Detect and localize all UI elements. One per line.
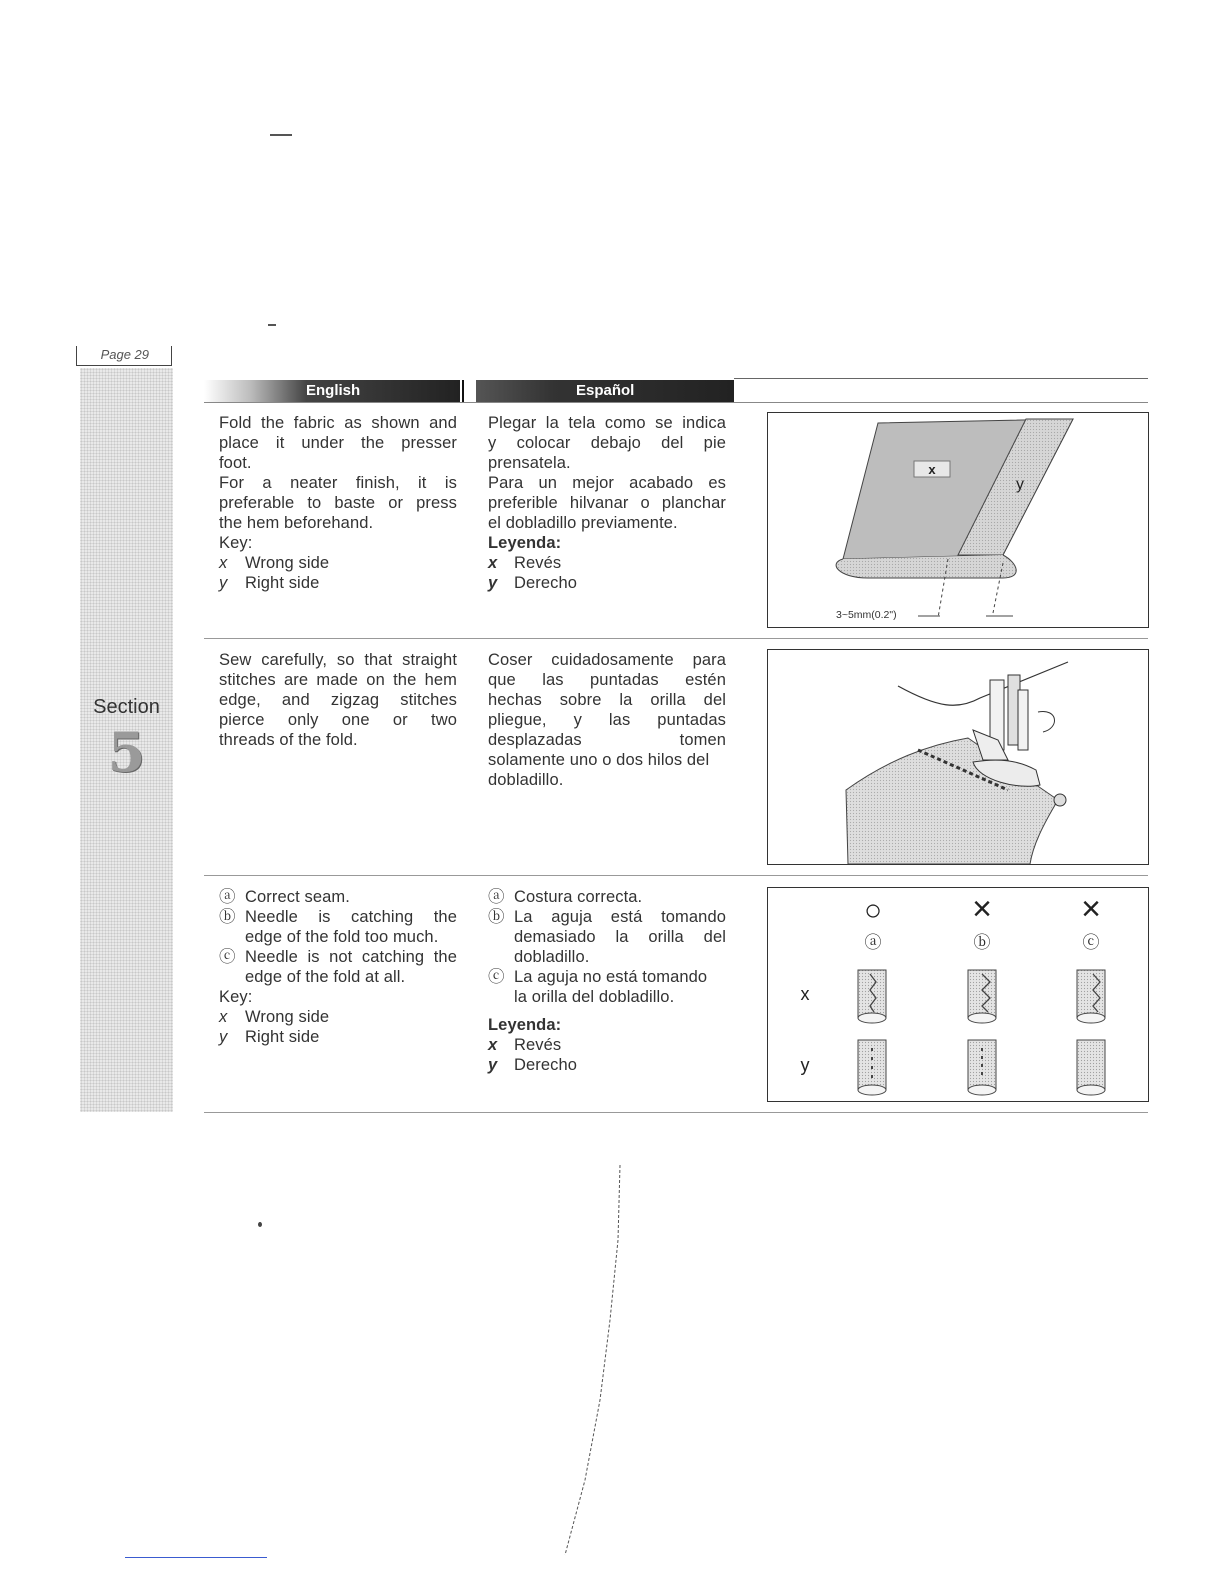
text-line: place it under the presser xyxy=(219,434,457,452)
text-line: threads of the fold. xyxy=(219,731,358,749)
text-line: preferible hilvanar o planchar xyxy=(488,494,726,512)
row2-english xyxy=(219,650,457,750)
key-value: Revés xyxy=(514,554,562,572)
row2-spanish xyxy=(488,650,726,790)
text-line: Fold the fabric as shown and xyxy=(219,414,457,432)
row-label-x: x xyxy=(800,984,810,1004)
key-item xyxy=(219,553,457,573)
text-line: edge of the fold too much. xyxy=(245,928,439,946)
key-item xyxy=(488,1055,726,1075)
key-title: Leyenda: xyxy=(488,534,562,552)
wrong-mark: × xyxy=(1081,890,1101,928)
key-value: Right side xyxy=(245,1028,320,1046)
text-line: the hem beforehand. xyxy=(219,514,374,532)
label-y: y xyxy=(1016,476,1024,493)
presser-foot-illustration xyxy=(768,650,1148,864)
scan-mark xyxy=(270,134,292,136)
scan-line xyxy=(560,1160,630,1560)
circled-letter: ⓐ xyxy=(488,888,505,906)
text-line: que las puntadas estén xyxy=(488,671,726,689)
tab-spanish xyxy=(476,380,734,402)
header-rule xyxy=(734,378,1148,379)
circled-letter: ⓑ xyxy=(973,933,991,952)
key-title: Leyenda: xyxy=(488,1016,562,1034)
circled-letter: ⓐ xyxy=(864,933,882,952)
section-label: Section xyxy=(93,696,160,718)
seam-item-a xyxy=(219,887,457,907)
key-value: Derecho xyxy=(514,1056,578,1074)
text-line: la orilla del dobladillo. xyxy=(514,988,675,1006)
fold-fabric-figure xyxy=(767,412,1149,628)
key-letter: y xyxy=(219,1028,228,1046)
key-value: Wrong side xyxy=(245,1008,330,1026)
key-item xyxy=(488,553,726,573)
key-letter: x xyxy=(488,1036,498,1054)
key-item xyxy=(219,573,457,593)
scan-mark xyxy=(268,324,276,326)
text-line: Needle is not catching the xyxy=(245,948,457,966)
seam-item-a xyxy=(488,887,726,907)
scan-mark xyxy=(258,1222,262,1227)
key-letter: x xyxy=(219,1008,228,1026)
circled-letter: ⓒ xyxy=(488,968,505,986)
row-divider xyxy=(204,638,1148,639)
text-line: solamente uno o dos hilos del xyxy=(488,751,710,769)
seam-comparison-figure xyxy=(767,887,1149,1102)
text-line: foot. xyxy=(219,454,252,472)
key-value: Wrong side xyxy=(245,554,330,572)
seam-item-c xyxy=(219,947,457,987)
page-label: Page 29 xyxy=(76,346,172,366)
text-line: pierce only one or two xyxy=(219,711,457,729)
text-line: el dobladillo previamente. xyxy=(488,514,678,532)
key-item xyxy=(488,573,726,593)
key-title: Key: xyxy=(219,988,253,1006)
text-line: dobladillo. xyxy=(514,948,590,966)
key-letter: y xyxy=(219,574,228,592)
tab-divider xyxy=(462,380,474,402)
circled-letter: ⓑ xyxy=(219,908,236,926)
key-value: Revés xyxy=(514,1036,562,1054)
text-line: Correct seam. xyxy=(245,888,350,906)
header-rule-bottom xyxy=(204,402,1148,403)
text-line: stitches are made on the hem xyxy=(219,671,457,689)
wrong-mark: × xyxy=(972,890,992,928)
seam-item-c xyxy=(488,967,726,1007)
text-line: Costura correcta. xyxy=(514,888,643,906)
circled-letter: ⓐ xyxy=(219,888,236,906)
text-line: La aguja no está tomando xyxy=(514,968,708,986)
key-value: Derecho xyxy=(514,574,578,592)
seam-comparison-illustration xyxy=(768,888,1148,1101)
section-number: 5 xyxy=(107,720,146,784)
circled-letter: ⓒ xyxy=(1082,933,1100,952)
key-letter: x xyxy=(219,554,228,572)
seam-item-b xyxy=(219,907,457,947)
fold-fabric-illustration xyxy=(768,413,1148,627)
text-line: pliegue, y las puntadas xyxy=(488,711,726,729)
text-line: dobladillo. xyxy=(488,771,564,789)
text-line: y colocar debajo del pie xyxy=(488,434,726,452)
tab-spanish-label: Español xyxy=(576,382,635,399)
text-line: desplazadas tomen xyxy=(488,731,726,749)
text-line: edge of the fold at all. xyxy=(245,968,406,986)
circled-letter: ⓑ xyxy=(488,908,505,926)
key-letter: x xyxy=(488,554,498,572)
seam-item-b xyxy=(488,907,726,967)
text-line: Needle is catching the xyxy=(245,908,457,926)
text-line: demasiado la orilla del xyxy=(514,928,726,946)
label-x: x xyxy=(928,462,936,477)
tab-english-label: English xyxy=(306,382,361,399)
key-letter: y xyxy=(488,1056,498,1074)
section-sidebar xyxy=(80,368,173,1112)
key-letter: y xyxy=(488,574,498,592)
row1-english xyxy=(219,413,457,593)
sewing-figure xyxy=(767,649,1149,865)
row-divider xyxy=(204,1112,1148,1113)
circled-letter: ⓒ xyxy=(219,948,236,966)
row-divider xyxy=(204,875,1148,876)
key-item xyxy=(488,1035,726,1055)
text-line: hechas sobre la orilla del xyxy=(488,691,726,709)
key-item xyxy=(219,1027,457,1047)
text-line: Para un mejor acabado es xyxy=(488,474,726,492)
text-line: prensatela. xyxy=(488,454,571,472)
text-line: La aguja está tomando xyxy=(514,908,726,926)
text-line: Coser cuidadosamente para xyxy=(488,651,726,669)
text-line: preferable to baste or press xyxy=(219,494,457,512)
row3-english xyxy=(219,887,457,1047)
row1-spanish xyxy=(488,413,726,593)
text-line: Sew carefully, so that straight xyxy=(219,651,457,669)
key-title: Key: xyxy=(219,534,253,552)
text-line: edge, and zigzag stitches xyxy=(219,691,457,709)
text-line: Plegar la tela como se indica xyxy=(488,414,726,432)
row3-spanish xyxy=(488,887,726,1075)
row-label-y: y xyxy=(800,1055,810,1075)
key-value: Right side xyxy=(245,574,320,592)
footer-underline xyxy=(125,1557,267,1558)
measure-label: 3~5mm(0.2") xyxy=(836,609,897,621)
tab-english xyxy=(204,380,460,402)
correct-mark: ○ xyxy=(863,894,883,927)
text-line: For a neater finish, it is xyxy=(219,474,457,492)
key-item xyxy=(219,1007,457,1027)
